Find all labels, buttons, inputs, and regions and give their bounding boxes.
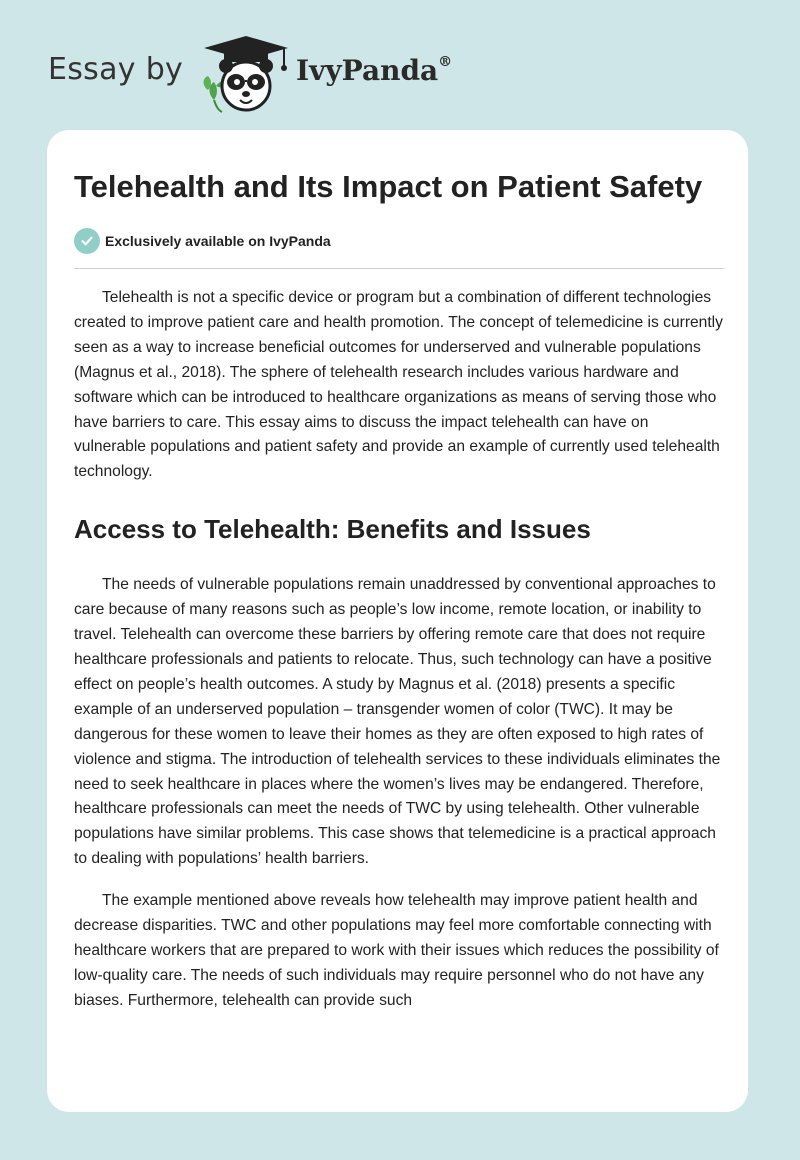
- checkmark-icon: [74, 228, 100, 254]
- paragraph: Telehealth is not a specific device or program but a combination of different technologies created to improve patient care and health promotion. The concept of telemedicine is currently seen as a way to increase beneficial outcomes for underserved and vulnerable populations (Magnus et al., 2018). The sphere of telehealth research includes various hardware and software which can be introduced to healthcare organizations as means of serving those who have barriers to care. This essay aims to discuss the impact telehealth can have on vulnerable populations and patient safety and provide an example of currently used telehealth technology.: [74, 289, 723, 481]
- panda-logo-icon[interactable]: [200, 34, 292, 114]
- badge-text: Exclusively available on IvyPanda: [105, 233, 331, 249]
- article-body: [74, 130, 724, 1014]
- registered-mark: ®: [438, 53, 453, 70]
- brand-name[interactable]: IvyPanda®: [296, 53, 453, 87]
- paragraph: The needs of vulnerable populations remain unaddressed by conventional approaches to care because of many reasons such as people’s low income, remote location, or inability to travel. Telehealth can overcome these barriers by offering remote care that does not require healthcare professionals and patients to relocate. Thus, such technology can have a positive effect on people’s health outcomes. A study by Magnus et al. (2018) presents a specific example of an underserved population – transgender women of color (TWC). It may be dangerous for these women to leave their homes as they are often exposed to high rates of violence and stigma. The introduction of telehealth services to these individuals eliminates the need to seek healthcare in places where the women’s lives may be endangered. Therefore, healthcare professionals can meet the needs of TWC by using telehealth. Other vulnerable populations have similar problems. This case shows that telemedicine is a practical approach to dealing with populations’ health barriers.: [74, 576, 721, 868]
- article-title: Telehealth and Its Impact on Patient Safety: [74, 169, 703, 204]
- paragraph: The example mentioned above reveals how telehealth may improve patient health and decrease disparities. TWC and other populations may feel more comfortable connecting with healthcare workers that are prepared to work with their issues which reduces the possibility of low-quality care. The needs of such individuals may require personnel who do not have any biases. Furthermore, telehealth can provide such: [74, 892, 719, 1009]
- section-heading: Access to Telehealth: Benefits and Issues: [74, 514, 591, 545]
- brand-prefix: Essay by: [48, 52, 184, 87]
- article-card: [47, 130, 748, 1112]
- exclusive-badge: [74, 228, 724, 254]
- divider: [74, 268, 724, 269]
- brand-header: [48, 28, 468, 112]
